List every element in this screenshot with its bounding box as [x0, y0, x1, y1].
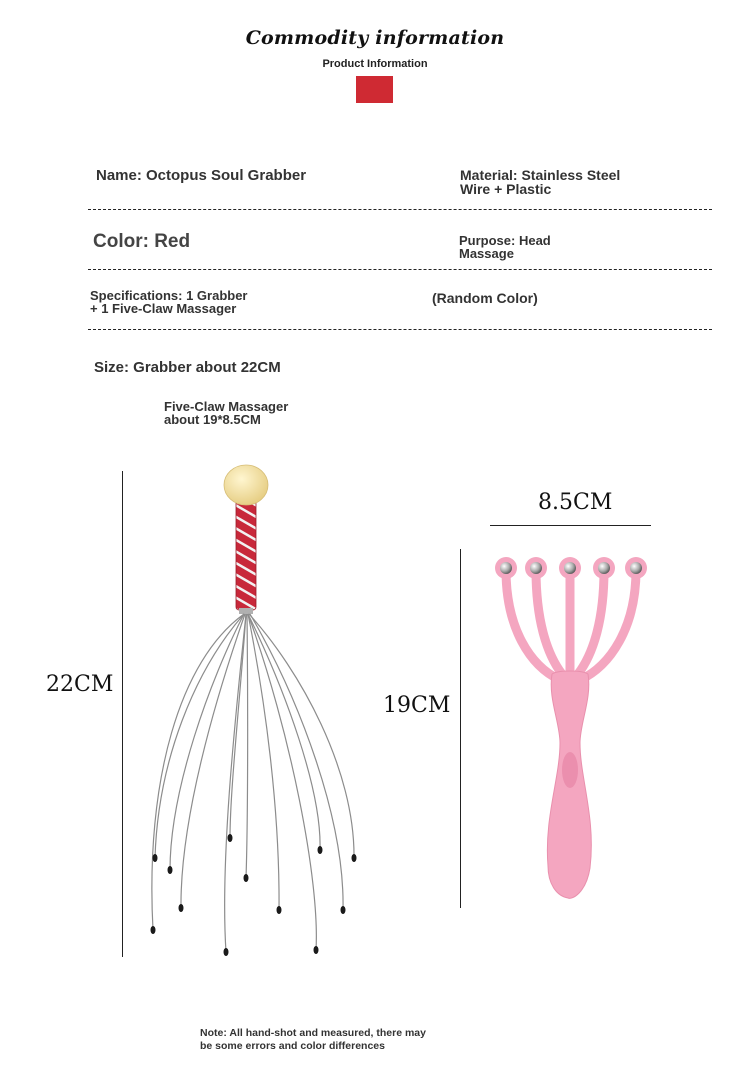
massager-width-label: 8.5CM — [538, 490, 613, 515]
spec-random-color: (Random Color) — [432, 290, 538, 306]
page-title: Commodity information — [245, 27, 505, 49]
spec-purpose: Purpose: Head Massage — [459, 233, 551, 261]
spec-five-claw-size: Five-Claw Massager about 19*8.5CM — [164, 399, 289, 427]
spec-size: Size: Grabber about 22CM — [94, 359, 281, 376]
grabber-height-line — [122, 471, 123, 957]
spec-name: Name: Octopus Soul Grabber — [96, 167, 307, 184]
spec-color: Color: Red — [93, 231, 191, 252]
page-subtitle: Product Information — [322, 58, 428, 70]
massager-height-label: 19CM — [383, 693, 451, 718]
massager-height-line — [460, 549, 461, 908]
grabber-height-label: 22CM — [46, 672, 114, 697]
spec-specifications: Specifications: 1 Grabber + 1 Five-Claw Massager — [90, 288, 248, 316]
divider — [88, 269, 712, 270]
spec-material: Material: Stainless Steel Wire + Plastic — [460, 167, 621, 197]
head-massager-grabber-icon — [140, 460, 370, 960]
divider — [88, 329, 712, 330]
massager-width-line — [490, 525, 651, 526]
five-claw-massager-icon — [480, 548, 660, 908]
divider — [88, 209, 712, 210]
footer-note: Note: All hand-shot and measured, there may be some errors and color differences — [200, 1027, 426, 1052]
color-swatch — [356, 76, 393, 103]
